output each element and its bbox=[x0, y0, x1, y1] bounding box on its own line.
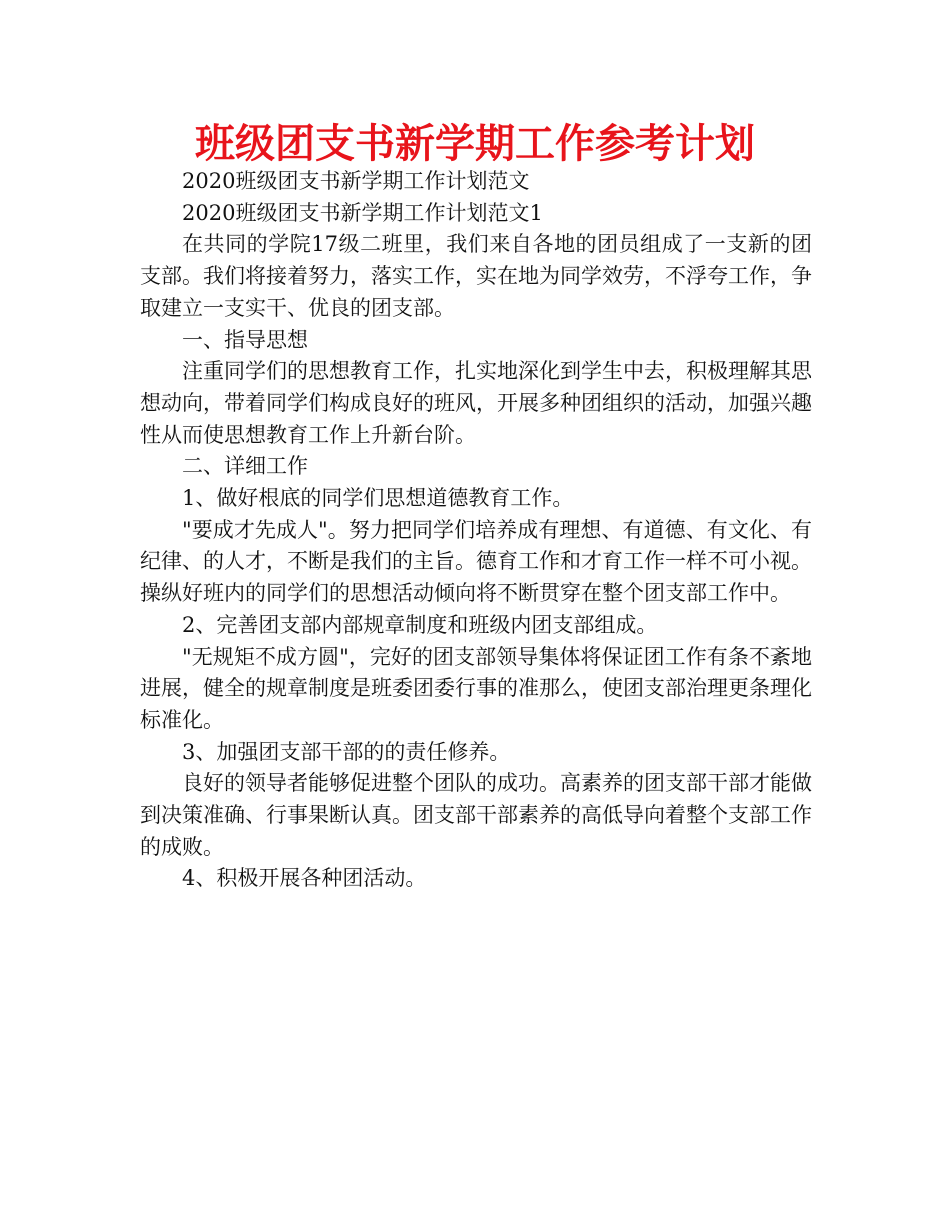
document-title: 班级团支书新学期工作参考计划 bbox=[195, 121, 755, 167]
paragraph: 2020班级团支书新学期工作计划范文1 bbox=[182, 200, 543, 225]
section-heading: 一、指导思想 bbox=[182, 327, 308, 352]
paragraph: "无规矩不成方圆"，完好的团支部领导集体将保证团工作有条不紊地进展，健全的规章制度是班委团委行事的准那么，使团支部治理更条理化标准化。 bbox=[140, 644, 812, 732]
section-heading: 二、详细工作 bbox=[182, 454, 308, 479]
paragraph: 良好的领导者能够促进整个团队的成功。高素养的团支部干部才能做到决策准确、行事果断认真。团支部干部素养的高低导向着整个支部工作的成败。 bbox=[140, 771, 812, 859]
document-body bbox=[140, 166, 812, 895]
paragraph: 在共同的学院17级二班里，我们来自各地的团员组成了一支新的团支部。我们将接着努力，落实工作，实在地为同学效劳，不浮夸工作，争取建立一支实干、优良的团支部。 bbox=[140, 232, 812, 320]
item-heading: 1、做好根底的同学们思想道德教育工作。 bbox=[182, 486, 574, 511]
item-heading: 2、完善团支部内部规章制度和班级内团支部组成。 bbox=[182, 612, 658, 637]
paragraph: "要成才先成人"。努力把同学们培养成有理想、有道德、有文化、有纪律、的人才，不断是我们的主旨。德育工作和才育工作一样不可小视。操纵好班内的同学们的思想活动倾向将不断贯穿在整个团支部工作中。 bbox=[140, 517, 812, 606]
item-heading: 4、积极开展各种团活动。 bbox=[182, 866, 427, 891]
paragraph: 2020班级团支书新学期工作计划范文 bbox=[182, 169, 530, 193]
paragraph: 注重同学们的思想教育工作，扎实地深化到学生中去，积极理解其思想动向，带着同学们构成良好的班风，开展多种团组织的活动，加强兴趣性从而使思想教育工作上升新台阶。 bbox=[140, 359, 812, 447]
item-heading: 3、加强团支部干部的的责任修养。 bbox=[182, 739, 511, 764]
